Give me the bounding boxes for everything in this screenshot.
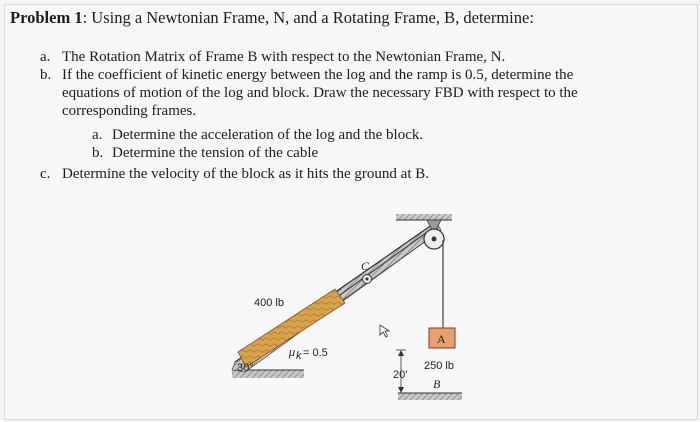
- top-support: [396, 214, 452, 220]
- cursor-icon: [380, 325, 389, 337]
- item-marker: b.: [40, 67, 52, 83]
- item-text-line-3: corresponding frames.: [62, 103, 197, 119]
- mu-symbol: μ: [289, 347, 296, 359]
- item-text: The Rotation Matrix of Frame B with respect to the Newtonian Frame, N.: [62, 49, 506, 65]
- sub-item-text: Determine the acceleration of the log and the block.: [112, 127, 424, 143]
- cable-incline: [340, 230, 430, 295]
- block-weight-label: 250 lb: [424, 360, 454, 372]
- mu-value: = 0.5: [303, 347, 328, 359]
- item-text-line-2: equations of motion of the log and block. Draw the necessary FBD with respect to the: [62, 85, 578, 101]
- top-pulley-hub: [432, 237, 437, 242]
- sub-item-marker: a.: [92, 127, 103, 143]
- angle-label: 30°: [237, 362, 254, 374]
- problem-number: Problem 1: [10, 8, 83, 27]
- sub-item-marker: b.: [92, 145, 104, 161]
- height-arrow-down: [398, 387, 404, 393]
- mu-subscript: k: [296, 350, 302, 362]
- sub-item-text: Determine the tension of the cable: [112, 145, 319, 161]
- problem-statement: : Using a Newtonian Frame, N, and a Rotating Frame, B, determine:: [82, 8, 534, 27]
- item-marker: a.: [40, 49, 51, 65]
- height-label: 20': [393, 369, 408, 381]
- item-text-line-1: If the coefficient of kinetic energy between the log and the ramp is 0.5, determine the: [62, 67, 574, 83]
- cable-incline-2: [343, 236, 433, 300]
- item-text: Determine the velocity of the block as it hits the ground at B.: [62, 166, 429, 182]
- item-marker: c.: [40, 166, 51, 182]
- height-arrow-up: [398, 350, 404, 356]
- pulley-c-hub: [366, 278, 369, 281]
- block-a-label: A: [437, 332, 446, 346]
- ground-b-label: B: [433, 377, 441, 391]
- log-weight-label: 400 lb: [254, 297, 284, 309]
- pulley-c-label: C: [361, 259, 370, 273]
- ground-b: [398, 393, 462, 400]
